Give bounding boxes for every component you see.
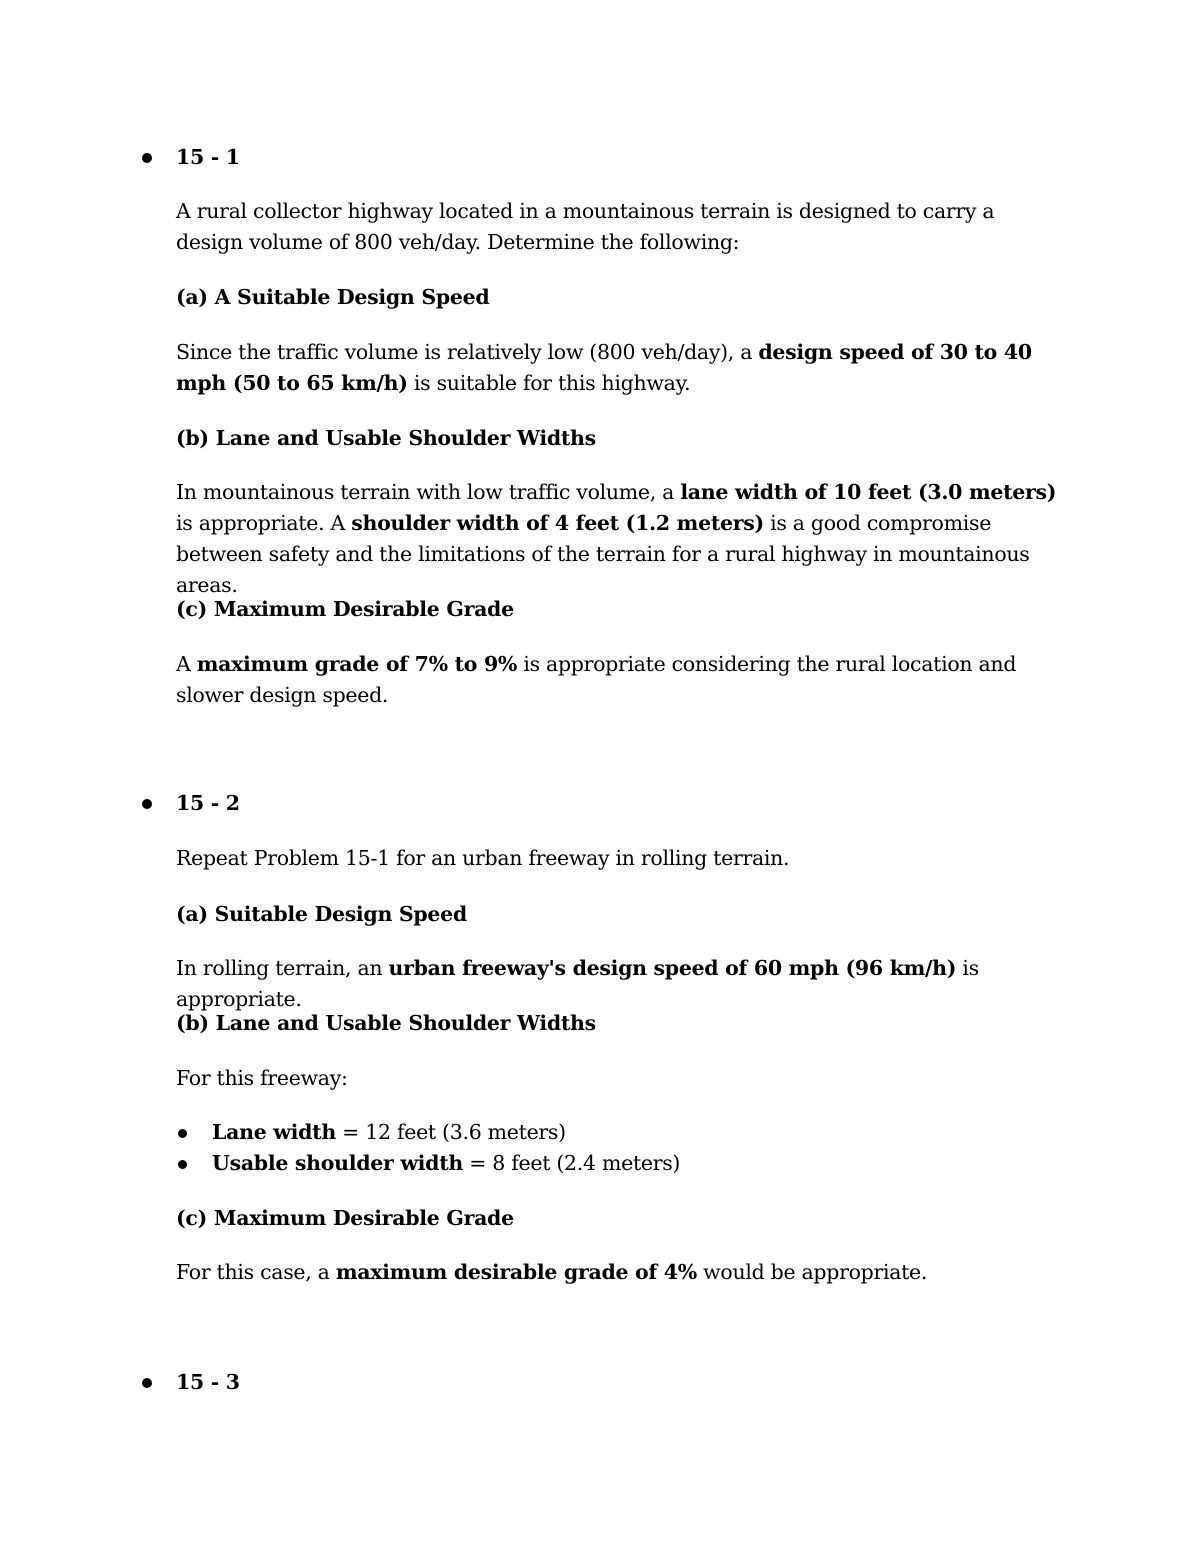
problem-15-2-a-answer: In rolling terrain, an urban freeway's design speed of 60 mph (96 km/h) is appropriate.: [176, 956, 979, 1011]
list-bullet: [178, 1129, 187, 1138]
problem-15-2-intro: Repeat Problem 15-1 for an urban freeway in rolling terrain.: [176, 846, 790, 870]
list-item-lane-width: Lane width = 12 feet (3.6 meters): [176, 1117, 1066, 1148]
bullet-15-1: [142, 153, 152, 163]
problem-15-2-b-title: (b) Lane and Usable Shoulder Widths: [176, 1011, 596, 1035]
list-item-shoulder-width: Usable shoulder width = 8 feet (2.4 meters): [176, 1148, 1066, 1179]
problem-heading-15-3: 15 - 3: [176, 1370, 240, 1394]
problem-15-2-c-answer: For this case, a maximum desirable grade of 4% would be appropriate.: [176, 1260, 928, 1284]
problem-15-2-a-title: (a) Suitable Design Speed: [176, 902, 467, 926]
problem-15-1-c-answer: A maximum grade of 7% to 9% is appropriate considering the rural location and slower design speed.: [176, 652, 1017, 707]
problem-15-2-c-title: (c) Maximum Desirable Grade: [176, 1206, 514, 1230]
bullet-15-3: [142, 1378, 152, 1388]
problem-15-1-b-answer: In mountainous terrain with low traffic volume, a lane width of 10 feet (3.0 meters) is appropriate. A shoulder width of 4 feet (1.2 meters) is a good compromise between safety and the limitations of the terrain for a rural highway in mountainous areas.: [176, 480, 1057, 597]
problem-15-1-c-title: (c) Maximum Desirable Grade: [176, 597, 514, 621]
list-bullet: [178, 1160, 187, 1169]
bullet-15-2: [142, 799, 152, 809]
problem-15-1-b-title: (b) Lane and Usable Shoulder Widths: [176, 426, 596, 450]
problem-15-2-b-intro: For this freeway:: [176, 1066, 348, 1090]
problem-15-1-a-answer: Since the traffic volume is relatively low (800 veh/day), a design speed of 30 to 40 mph (50 to 65 km/h) is suitable for this highway.: [176, 340, 1032, 395]
problem-15-1-intro: A rural collector highway located in a mountainous terrain is designed to carry a design volume of 800 veh/day. Determine the following:: [176, 199, 995, 254]
problem-heading-15-1: 15 - 1: [176, 145, 240, 169]
problem-15-1-a-title: (a) A Suitable Design Speed: [176, 285, 490, 309]
problem-heading-15-2: 15 - 2: [176, 791, 240, 815]
